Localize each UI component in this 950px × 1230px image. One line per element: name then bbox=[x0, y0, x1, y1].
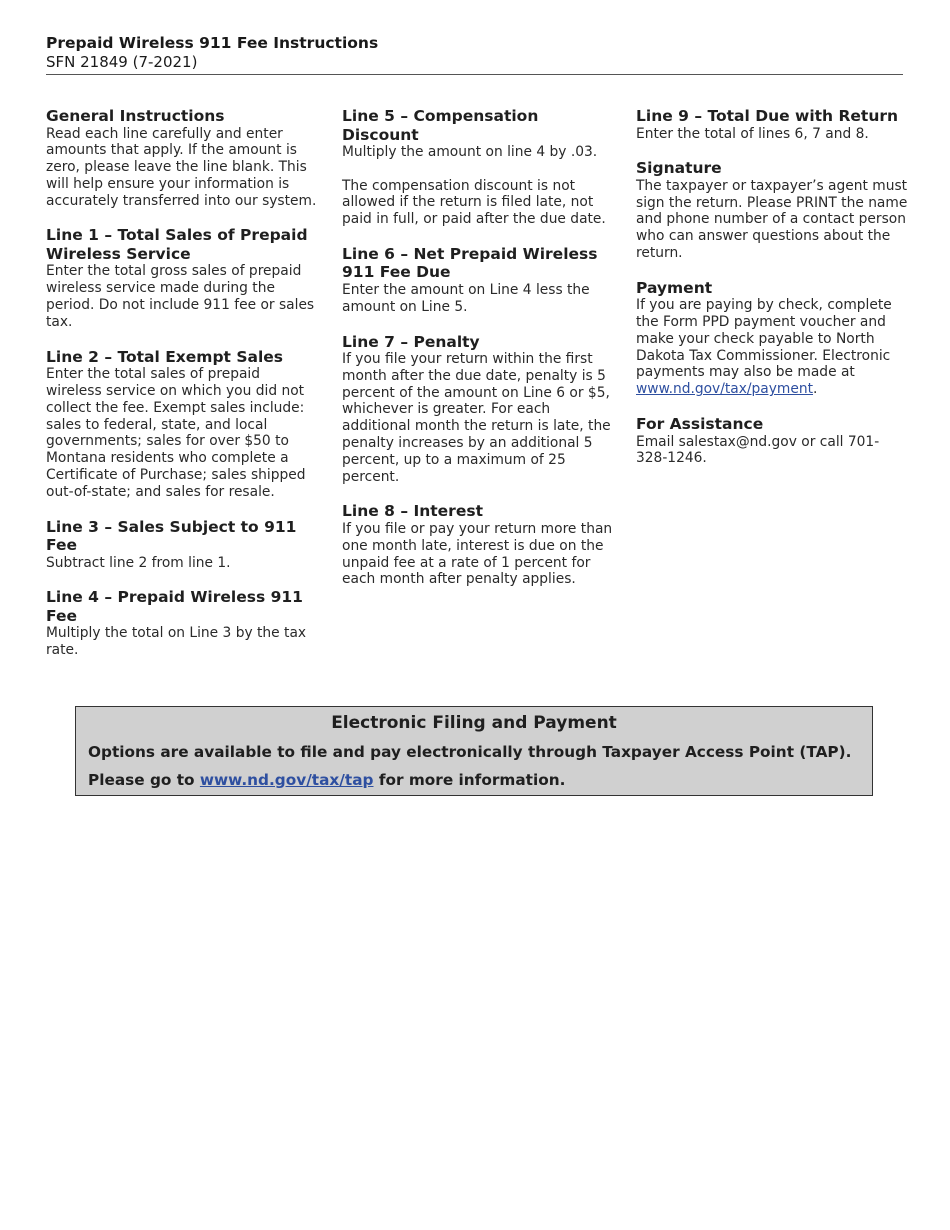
section-line-4 bbox=[46, 588, 318, 659]
tap-link[interactable]: www.nd.gov/tax/tap bbox=[199, 771, 374, 789]
payment-trailing: . bbox=[813, 381, 818, 398]
right-column bbox=[636, 107, 908, 484]
section-heading: Line 5 – Compensation Discount bbox=[342, 107, 539, 144]
payment-link[interactable]: www.nd.gov/tax/payment bbox=[636, 381, 814, 398]
section-body: Enter the total sales of prepaid wireless service on which you did not collect the fee. Exempt sales include: sales to federal, state, and local governments; sales for over $50 to Montana residents who complete a Certificate of Purchase; sales shipped out-of-state; and sales for resale. bbox=[46, 366, 306, 500]
section-assistance bbox=[636, 415, 908, 467]
section-line-2 bbox=[46, 348, 318, 501]
section-heading: Line 2 – Total Exempt Sales bbox=[46, 347, 284, 366]
form-number: SFN 21849 (7-2021) bbox=[46, 53, 198, 71]
section-signature bbox=[636, 159, 908, 261]
middle-column bbox=[342, 107, 614, 605]
section-heading: Line 7 – Penalty bbox=[342, 332, 480, 351]
section-heading: Payment bbox=[636, 278, 713, 297]
efile-options-text: Options are available to file and pay electronically through Taxpayer Access Point (TAP). bbox=[88, 743, 852, 761]
payment-body-text: If you are paying by check, complete the Form PPD payment voucher and make your check payable to North Dakota Tax Commissioner. Electronic payments may also be made at bbox=[636, 297, 892, 381]
document-title: Prepaid Wireless 911 Fee Instructions bbox=[46, 34, 379, 52]
efile-link-line bbox=[88, 770, 872, 790]
section-heading: Line 4 – Prepaid Wireless 911 Fee bbox=[46, 588, 303, 625]
section-line-5 bbox=[342, 107, 614, 228]
section-line-6 bbox=[342, 245, 614, 316]
section-body: Subtract line 2 from line 1. bbox=[46, 554, 231, 571]
section-body: Email salestax@nd.gov or call 701-328-1246. bbox=[636, 433, 880, 467]
section-body: Enter the total gross sales of prepaid wireless service made during the period. Do not include 911 fee or sales tax. bbox=[46, 263, 315, 330]
section-heading: General Instructions bbox=[46, 107, 225, 125]
efile-suffix: for more information. bbox=[378, 771, 566, 789]
section-body: The taxpayer or taxpayer’s agent must sign the return. Please PRINT the name and phone number of a contact person who can answer questions about the return. bbox=[636, 177, 908, 261]
section-payment bbox=[636, 279, 908, 398]
section-heading: Line 1 – Total Sales of Prepaid Wireless Service bbox=[46, 226, 308, 263]
efile-prefix: Please go to bbox=[88, 771, 195, 789]
section-line-3 bbox=[46, 518, 318, 572]
section-body bbox=[636, 297, 908, 398]
section-body: The compensation discount is not allowed if the return is filed late, not paid in full, or paid after the due date. bbox=[342, 177, 606, 228]
section-body: Multiply the total on Line 3 by the tax rate. bbox=[46, 625, 307, 659]
left-column bbox=[46, 107, 318, 676]
document-header bbox=[46, 34, 903, 75]
section-heading: For Assistance bbox=[636, 415, 764, 434]
section-body: Read each line carefully and enter amounts that apply. If the amount is zero, please leave the line blank. This will help ensure your information is accurately transferred into our system. bbox=[46, 125, 317, 209]
section-body: If you file your return within the first month after the due date, penalty is 5 percent of the amount on Line 6 or $5, whichever is greater. For each additional month the return is late, the penalty increases by an additional 5 percent, up to a maximum of 25 percent. bbox=[342, 351, 611, 485]
efile-title: Electronic Filing and Payment bbox=[331, 713, 617, 733]
efile-callout-box bbox=[75, 706, 873, 796]
section-heading: Line 3 – Sales Subject to 911 Fee bbox=[46, 517, 297, 555]
section-heading: Line 8 – Interest bbox=[342, 502, 483, 521]
section-line-9 bbox=[636, 107, 908, 142]
section-heading: Line 6 – Net Prepaid Wireless 911 Fee Due bbox=[342, 244, 598, 282]
section-heading: Line 9 – Total Due with Return bbox=[636, 107, 899, 125]
section-line-1 bbox=[46, 226, 318, 330]
section-line-7 bbox=[342, 333, 614, 486]
section-body: Enter the total of lines 6, 7 and 8. bbox=[636, 125, 869, 142]
section-body: If you file or pay your return more than one month late, interest is due on the unpaid fee at a rate of 1 percent for each month after penalty applies. bbox=[342, 520, 613, 588]
section-body: Enter the amount on Line 4 less the amount on Line 5. bbox=[342, 281, 590, 315]
section-heading: Signature bbox=[636, 159, 722, 178]
section-body: Multiply the amount on line 4 by .03. bbox=[342, 144, 598, 160]
section-general-instructions bbox=[46, 107, 318, 209]
section-line-8 bbox=[342, 502, 614, 588]
